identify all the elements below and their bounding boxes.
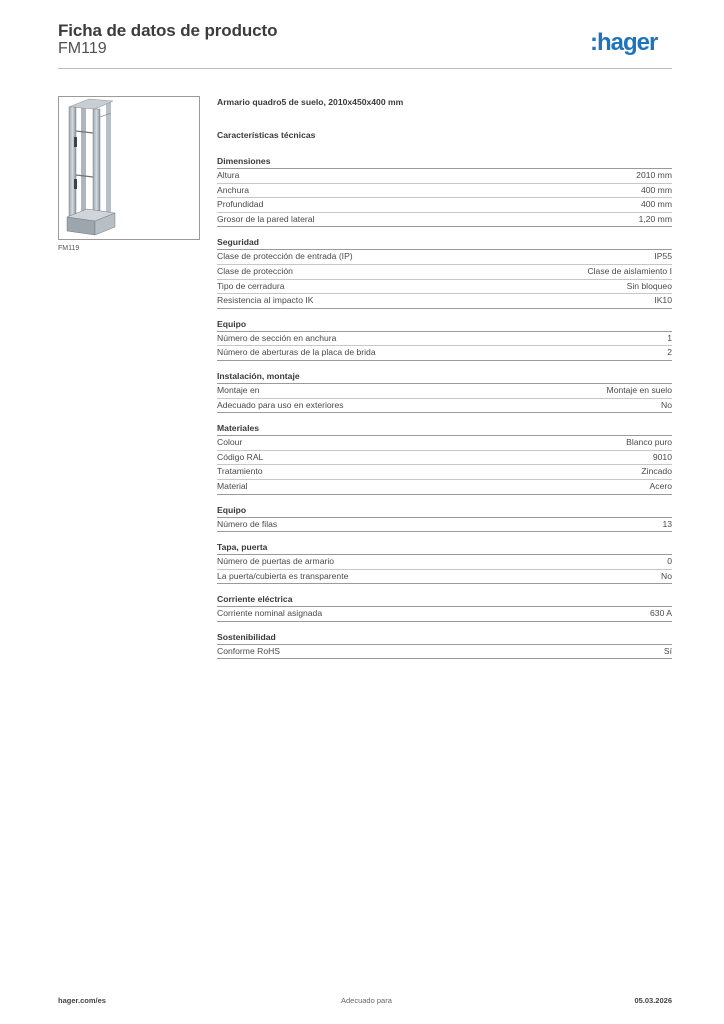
spec-row bbox=[217, 399, 672, 414]
spec-value: IP55 bbox=[654, 251, 672, 262]
spec-value: 13 bbox=[662, 518, 672, 529]
spec-row bbox=[217, 250, 672, 265]
spec-section bbox=[217, 541, 672, 584]
spec-value: Montaje en suelo bbox=[606, 384, 672, 395]
spec-row bbox=[217, 294, 672, 309]
spec-value: Clase de aislamiento I bbox=[587, 265, 672, 276]
section-rows bbox=[217, 555, 672, 584]
section-rows bbox=[217, 384, 672, 413]
spec-label: Adecuado para uso en exteriores bbox=[217, 399, 344, 410]
section-title: Corriente eléctrica bbox=[217, 593, 672, 607]
spec-section bbox=[217, 370, 672, 413]
section-rows bbox=[217, 250, 672, 308]
section-rows bbox=[217, 169, 672, 227]
section-title: Sostenibilidad bbox=[217, 631, 672, 645]
image-caption: FM119 bbox=[58, 245, 80, 252]
spec-label: Conforme RoHS bbox=[217, 645, 281, 656]
spec-value: Zincado bbox=[641, 466, 672, 477]
spec-label: Grosor de la pared lateral bbox=[217, 213, 315, 224]
spec-value: 400 mm bbox=[640, 184, 672, 195]
spec-row bbox=[217, 645, 672, 660]
spec-row bbox=[217, 570, 672, 585]
spec-value: Sin bloqueo bbox=[626, 280, 672, 291]
spec-section bbox=[217, 593, 672, 622]
spec-label: Clase de protección de entrada (IP) bbox=[217, 251, 353, 262]
spec-value: Acero bbox=[649, 480, 672, 491]
page-title: Ficha de datos de producto bbox=[58, 21, 278, 40]
spec-row bbox=[217, 346, 672, 361]
section-title: Tapa, puerta bbox=[217, 541, 672, 555]
spec-label: Profundidad bbox=[217, 199, 264, 210]
spec-row bbox=[217, 332, 672, 347]
floor-cabinet-frame-icon bbox=[59, 97, 199, 239]
spec-value: 0 bbox=[667, 556, 672, 567]
section-title: Equipo bbox=[217, 318, 672, 332]
spec-section bbox=[217, 631, 672, 660]
product-image bbox=[58, 96, 200, 240]
spec-row bbox=[217, 384, 672, 399]
spec-value: 1,20 mm bbox=[638, 213, 672, 224]
spec-row bbox=[217, 184, 672, 199]
spec-value: 2 bbox=[667, 347, 672, 358]
product-description: Armario quadro5 de suelo, 2010x450x400 mm bbox=[217, 97, 404, 107]
spec-row bbox=[217, 436, 672, 451]
spec-label: Clase de protección bbox=[217, 265, 293, 276]
spec-label: Colour bbox=[217, 437, 243, 448]
spec-row bbox=[217, 555, 672, 570]
spec-label: La puerta/cubierta es transparente bbox=[217, 570, 349, 581]
spec-label: Resistencia al impacto IK bbox=[217, 295, 314, 306]
spec-row bbox=[217, 169, 672, 184]
spec-row bbox=[217, 451, 672, 466]
hager-logo-icon bbox=[590, 28, 672, 58]
section-rows bbox=[217, 645, 672, 660]
footer-website[interactable]: hager.com/es bbox=[58, 996, 106, 1005]
spec-section bbox=[217, 155, 672, 227]
spec-label: Corriente nominal asignada bbox=[217, 608, 323, 619]
spec-value: 630 A bbox=[650, 608, 672, 619]
spec-row bbox=[217, 480, 672, 495]
spec-label: Altura bbox=[217, 170, 240, 180]
spec-section bbox=[217, 318, 672, 361]
spec-row bbox=[217, 265, 672, 280]
spec-section bbox=[217, 504, 672, 533]
spec-value: 9010 bbox=[652, 451, 672, 462]
section-rows bbox=[217, 436, 672, 494]
spec-row bbox=[217, 518, 672, 533]
footer-date: 05.03.2026 bbox=[634, 996, 672, 1005]
footer-center-text: Adecuado para bbox=[341, 996, 392, 1005]
section-title: Dimensiones bbox=[217, 155, 672, 169]
spec-label: Tipo de cerradura bbox=[217, 280, 285, 291]
spec-value: IK10 bbox=[654, 295, 672, 306]
spec-label: Número de puertas de armario bbox=[217, 556, 335, 567]
spec-value: No bbox=[661, 399, 672, 410]
svg-text::hager: :hager bbox=[590, 29, 658, 56]
spec-row bbox=[217, 198, 672, 213]
technical-characteristics-heading: Características técnicas bbox=[217, 130, 316, 140]
hager-logo bbox=[590, 28, 672, 58]
spec-section bbox=[217, 422, 672, 494]
spec-row bbox=[217, 280, 672, 295]
spec-value: Sí bbox=[663, 645, 672, 656]
spec-label: Montaje en bbox=[217, 384, 260, 395]
section-title: Materiales bbox=[217, 422, 672, 436]
section-title: Seguridad bbox=[217, 236, 672, 250]
spec-label: Material bbox=[217, 480, 248, 491]
spec-label: Anchura bbox=[217, 184, 250, 195]
spec-label: Código RAL bbox=[217, 451, 264, 462]
datasheet-content bbox=[217, 96, 672, 659]
spec-label: Número de filas bbox=[217, 518, 278, 529]
spec-value: 1 bbox=[667, 332, 672, 343]
spec-section bbox=[217, 236, 672, 308]
spec-row bbox=[217, 607, 672, 622]
spec-sections bbox=[217, 155, 672, 659]
spec-value: 400 mm bbox=[640, 199, 672, 210]
product-code: FM119 bbox=[58, 40, 107, 57]
spec-label: Número de aberturas de la placa de brida bbox=[217, 347, 376, 358]
spec-value: Blanco puro bbox=[626, 437, 672, 448]
spec-label: Número de sección en anchura bbox=[217, 332, 337, 343]
spec-label: Tratamiento bbox=[217, 466, 263, 477]
spec-value: 2010 mm bbox=[636, 170, 672, 180]
section-title: Instalación, montaje bbox=[217, 370, 672, 384]
section-rows bbox=[217, 607, 672, 622]
section-title: Equipo bbox=[217, 504, 672, 518]
spec-row bbox=[217, 465, 672, 480]
spec-row bbox=[217, 213, 672, 228]
section-rows bbox=[217, 518, 672, 533]
section-rows bbox=[217, 332, 672, 361]
spec-value: No bbox=[661, 570, 672, 581]
header-divider bbox=[58, 68, 672, 69]
